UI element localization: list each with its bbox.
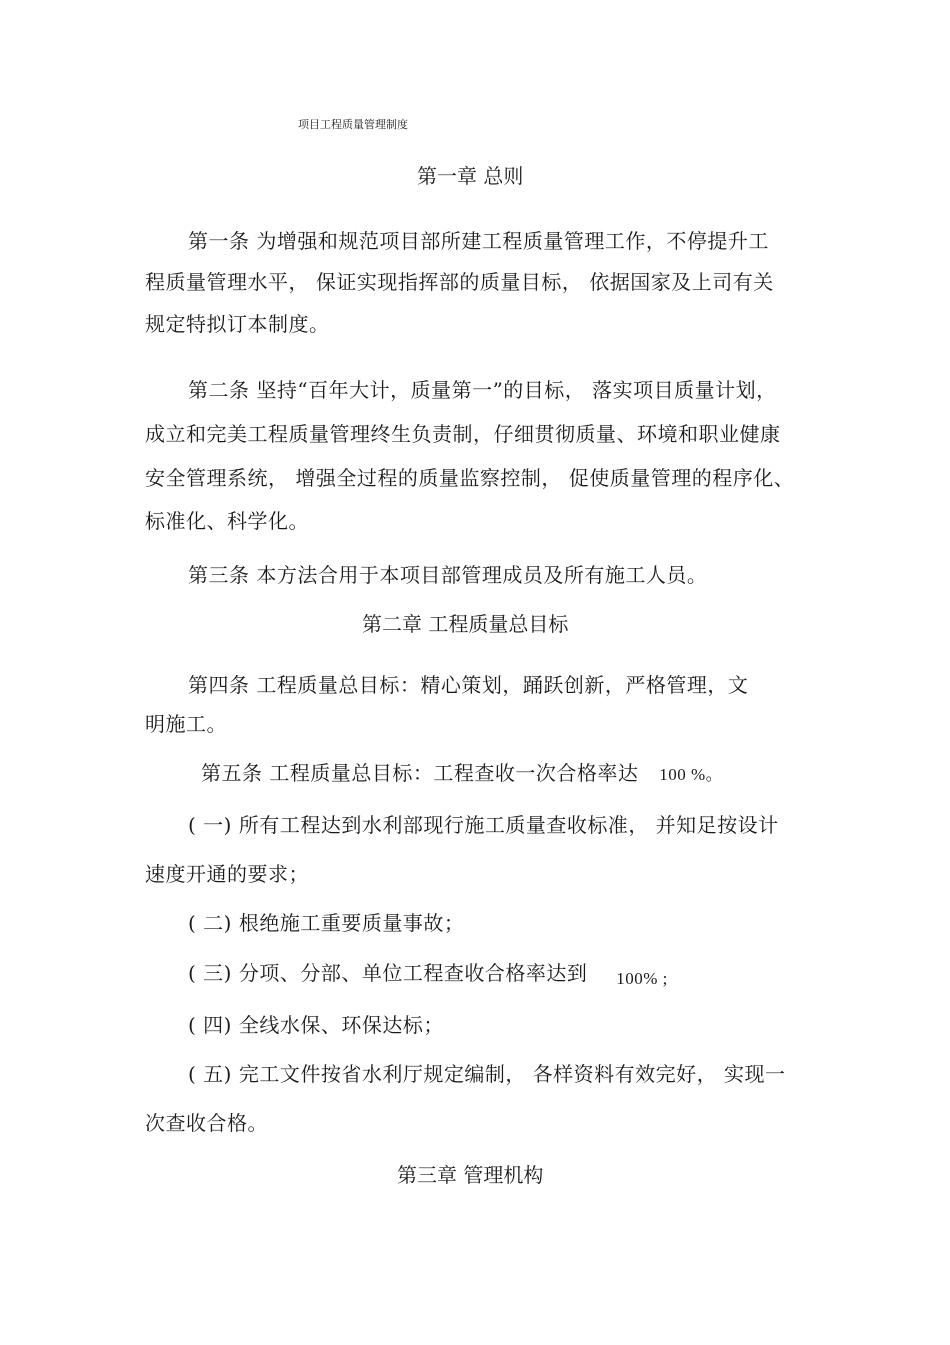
document-header-title: 项目工程质量管理制度 (298, 118, 408, 131)
article-4-line-2: 明施工。 (145, 712, 227, 736)
article-1-line-1: 第一条 为增强和规范项目部所建工程质量管理工作，不停提升工 (188, 229, 769, 253)
item-3-line-1 (188, 961, 668, 987)
item-1-line-2: 速度开通的要求； (145, 862, 309, 886)
item-1-line-1: ( 一) 所有工程达到水利部现行施工质量查收标准， 并知足按设计 (188, 813, 779, 837)
article-2-line-2: 成立和完美工程质量管理终生负责制，仔细贯彻质量、环境和职业健康 (145, 422, 781, 446)
item-3-text: ( 三) 分项、分部、单位工程查收合格率达到 (188, 961, 588, 985)
article-2-line-1: 第二条 坚持“百年大计，质量第一”的目标， 落实项目质量计划， (188, 378, 777, 402)
chapter-1-heading: 第一章 总则 (417, 164, 524, 188)
article-3-line-1: 第三条 本方法合用于本项目部管理成员及所有施工人员。 (188, 563, 708, 587)
article-2-line-4: 标准化、科学化。 (145, 509, 309, 533)
item-4-line-1: ( 四) 全线水保、环保达标； (188, 1013, 444, 1037)
item-5-line-1: ( 五) 完工文件按省水利厅规定编制， 各样资料有效完好， 实现一 (188, 1062, 786, 1086)
article-4-line-1: 第四条 工程质量总目标：精心策划，踊跃创新，严格管理，文 (188, 673, 749, 697)
article-1-line-3: 规定特拟订本制度。 (145, 312, 330, 336)
article-5-text: 第五条 工程质量总目标：工程查收一次合格率达 (201, 761, 639, 785)
item-2-line-1: ( 二) 根绝施工重要质量事故； (188, 911, 465, 935)
chapter-3-heading: 第三章 管理机构 (397, 1163, 544, 1187)
pass-rate-value: 100 %。 (659, 765, 724, 784)
item-5-line-2: 次查收合格。 (145, 1111, 268, 1135)
acceptance-rate-value: 100% ; (616, 969, 668, 988)
article-5-line-1 (201, 761, 723, 787)
chapter-2-heading: 第二章 工程质量总目标 (362, 612, 569, 636)
article-2-line-3: 安全管理系统， 增强全过程的质量监察控制， 促使质量管理的程序化、 (145, 466, 795, 490)
article-1-line-2: 程质量管理水平， 保证实现指挥部的质量目标， 依据国家及上司有关 (145, 270, 774, 294)
